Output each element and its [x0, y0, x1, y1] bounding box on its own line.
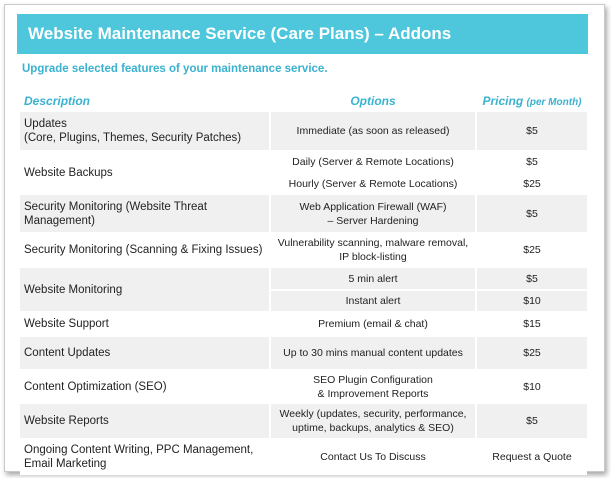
row-option [269, 312, 477, 336]
row-description [20, 233, 269, 267]
row-description [20, 268, 269, 311]
column-header-options: Options [350, 94, 396, 108]
description-line: Website Support [24, 318, 109, 330]
description-line: Management) [24, 214, 95, 227]
column-header-description: Description [24, 94, 91, 108]
option-line: uptime, backups, analytics & SEO) [292, 422, 454, 434]
row-price: $5 [477, 151, 587, 172]
table-row [20, 268, 587, 289]
row-price: $5 [477, 195, 587, 232]
option-line: IP block-listing [339, 251, 407, 263]
description-line: Security Monitoring (Website Threat [24, 200, 208, 213]
row-option [269, 233, 477, 267]
description-line: Security Monitoring (Scanning & Fixing Issues) [24, 244, 263, 256]
row-option [269, 337, 477, 369]
option-line: Up to 30 mins manual content updates [283, 347, 463, 359]
row-option [269, 439, 477, 475]
option-line: Web Application Firewall (WAF) [299, 200, 447, 213]
table-row [20, 370, 587, 403]
description-line: Content Optimization (SEO) [24, 380, 167, 393]
page-title: Website Maintenance Service (Care Plans) – Addons [17, 14, 588, 54]
subtitle: Upgrade selected features of your maintenance service. [22, 63, 328, 75]
option-line: Immediate (as soon as released) [296, 125, 450, 137]
row-description [20, 312, 269, 336]
table-row [20, 112, 587, 150]
row-option [269, 290, 477, 311]
option-line: Premium (email & chat) [318, 318, 428, 330]
row-price: $5 [477, 112, 587, 150]
pricing-label: Pricing [482, 94, 524, 108]
option-line: Weekly (updates, security, performance, [279, 408, 467, 420]
option-line: 5 min alert [348, 272, 398, 285]
description-line: Website Backups [24, 166, 113, 179]
description-line: (Core, Plugins, Themes, Security Patches) [24, 132, 242, 144]
table-row [20, 439, 587, 475]
row-description [20, 404, 269, 438]
row-price: $15 [477, 312, 587, 336]
table-row [20, 151, 587, 172]
option-line: Contact Us To Discuss [320, 451, 426, 463]
row-description [20, 439, 269, 475]
row-price: $10 [477, 370, 587, 403]
table-row [20, 195, 587, 232]
description-line: Website Reports [24, 415, 109, 427]
option-line: – Server Hardening [327, 214, 419, 227]
row-description [20, 195, 269, 232]
row-price: Request a Quote [477, 439, 587, 475]
row-price: $5 [477, 404, 587, 438]
table-header-row [20, 93, 587, 111]
row-option [269, 151, 477, 172]
row-option [269, 404, 477, 438]
option-line: & Improvement Reports [317, 387, 429, 400]
description-line: Updates [24, 118, 67, 130]
row-option [269, 112, 477, 150]
row-price: $25 [477, 337, 587, 369]
table-row [20, 404, 587, 438]
row-price: $5 [477, 268, 587, 289]
row-description [20, 112, 269, 150]
row-description [20, 370, 269, 403]
option-line: SEO Plugin Configuration [313, 373, 433, 386]
table-row [20, 233, 587, 267]
description-line: Ongoing Content Writing, PPC Management, [24, 444, 254, 456]
row-option [269, 173, 477, 194]
row-description [20, 337, 269, 369]
option-line: Hourly (Server & Remote Locations) [288, 178, 458, 190]
row-option [269, 268, 477, 289]
row-option [269, 370, 477, 403]
column-header-pricing [477, 93, 587, 111]
option-line: Instant alert [345, 295, 401, 307]
row-description [20, 151, 269, 194]
table-row [20, 312, 587, 336]
option-line: Daily (Server & Remote Locations) [292, 155, 454, 168]
addons-table [20, 92, 587, 476]
table-body [20, 112, 587, 475]
description-line: Website Monitoring [24, 283, 123, 296]
description-line: Content Updates [24, 347, 111, 359]
option-line: Vulnerability scanning, malware removal, [277, 237, 469, 249]
pricing-note: (per Month) [526, 97, 582, 108]
row-price: $25 [477, 233, 587, 267]
table-row [20, 337, 587, 369]
row-price: $10 [477, 290, 587, 311]
row-price: $25 [477, 173, 587, 194]
description-line: Email Marketing [24, 458, 107, 470]
row-option [269, 195, 477, 232]
